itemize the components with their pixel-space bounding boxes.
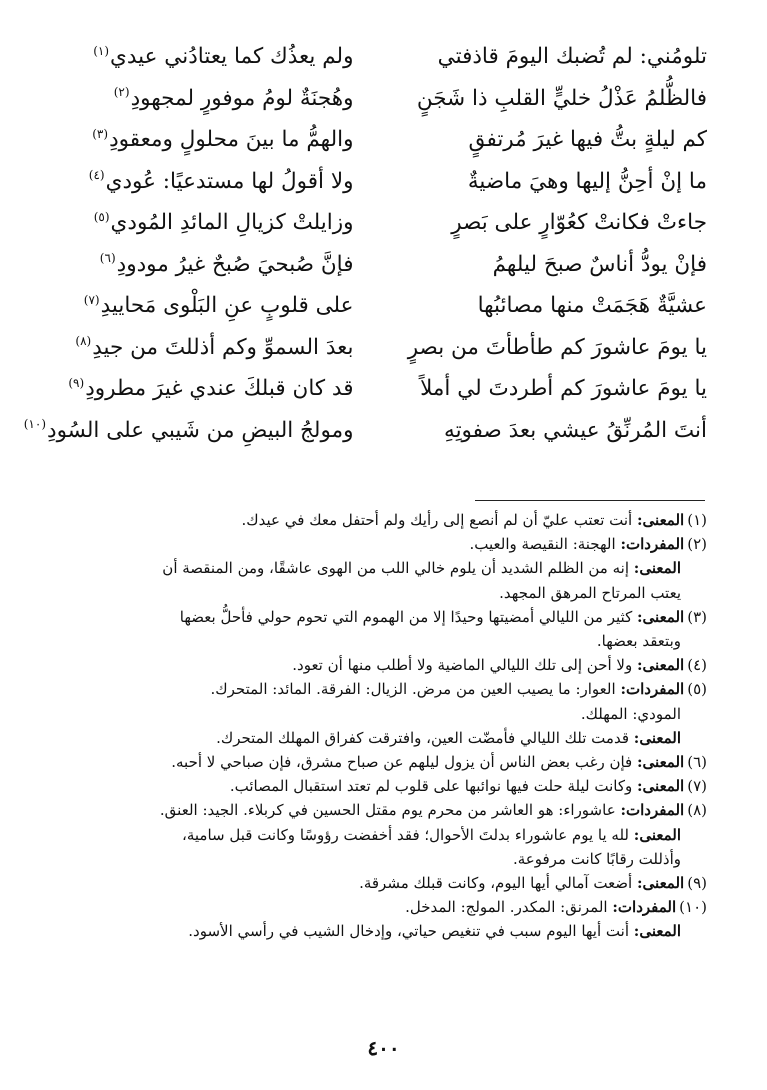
footnote-number: (١٠) bbox=[679, 898, 707, 917]
verse-second-hemistich bbox=[52, 285, 384, 327]
page-number: ٤٠٠ bbox=[367, 1036, 400, 1060]
footnote-label: المعنى: bbox=[633, 559, 681, 578]
footnote-line bbox=[55, 823, 707, 847]
footnote-number: (٨) bbox=[687, 801, 707, 820]
footnote-number: (٤) bbox=[687, 656, 707, 675]
poem-verse bbox=[52, 36, 715, 78]
verse-first-hemistich: كم ليلةٍ بتُّ فيها غيرَ مُرتفقٍ bbox=[468, 127, 707, 152]
footnote-marker: (٥) bbox=[93, 209, 110, 224]
footnote-line bbox=[55, 774, 707, 798]
footnote-line bbox=[55, 508, 707, 532]
footnote-divider bbox=[475, 500, 705, 501]
footnote-marker: (٦) bbox=[99, 251, 116, 266]
footnote-line bbox=[55, 919, 707, 943]
verse-second-hemistich bbox=[23, 410, 384, 452]
verse-second-text: بعدَ السموِّ وكم أذللتَ من جيدِ bbox=[92, 334, 354, 360]
footnote-line bbox=[55, 677, 707, 701]
footnote-number: (٦) bbox=[687, 753, 707, 772]
footnote-label: المعنى: bbox=[637, 753, 685, 772]
verse-second-hemistich bbox=[52, 368, 384, 410]
footnote-number: (٥) bbox=[687, 680, 707, 699]
poem bbox=[23, 36, 715, 451]
footnote-text: المرنق: المكدر. المولج: المدخل. bbox=[405, 898, 608, 917]
verse-second-text: وهُجنَةٌ لومُ موفورٍ لمجهودِ bbox=[130, 85, 354, 111]
footnote-line bbox=[55, 847, 707, 871]
footnote-label: المعنى: bbox=[637, 511, 685, 529]
verse-first-hemistich: فإنْ يودُّ أناسٌ صبحَ ليلهمُ bbox=[492, 251, 707, 277]
footnote-line bbox=[55, 653, 707, 677]
footnote-line bbox=[55, 871, 707, 895]
verse-second-text: فإنَّ صُبحيَ صُبحٌ غيرُ مودودِ bbox=[116, 251, 354, 277]
footnote-number: (١) bbox=[687, 511, 707, 529]
verse-first-hemistich: يا يومَ عاشورَ كم طأطأتَ من بصرٍ bbox=[407, 334, 707, 360]
footnote-text: وكانت ليلة حلت فيها نوائبها على قلوب لم تعتد استقبال المصائب. bbox=[229, 777, 633, 796]
footnote-marker: (٢) bbox=[113, 85, 130, 100]
poem-verse bbox=[52, 327, 715, 369]
verse-second-text: ولم يعذُك كما يعتادُني عيدي bbox=[110, 44, 354, 69]
poem-verse bbox=[52, 161, 715, 203]
footnotes bbox=[55, 508, 707, 944]
footnote-label: المعنى: bbox=[633, 922, 681, 941]
footnote-line bbox=[55, 532, 707, 556]
verse-second-hemistich bbox=[52, 161, 384, 203]
footnote-label: المعنى: bbox=[633, 728, 681, 747]
footnote-text: فإن رغب بعض الناس أن يزول ليلهم عن صباح مشرق، فإن صباحي لا أحبه. bbox=[171, 753, 633, 772]
footnote-label: المعنى: bbox=[637, 656, 685, 675]
verse-first-hemistich: يا يومَ عاشورَ كم أطردتَ لي أملاً bbox=[420, 376, 707, 401]
verse-first-hemistich: جاءتْ فكانتْ كعُوّارٍ على بَصرٍ bbox=[451, 210, 707, 235]
footnote-number: (٧) bbox=[687, 777, 707, 796]
verse-second-text: والهمُّ ما بينَ محلولٍ ومعقودِ bbox=[109, 127, 354, 152]
footnote-text: الهجنة: النقيصة والعيب. bbox=[469, 535, 616, 554]
poem-verse bbox=[52, 244, 715, 286]
footnote-text: إنه من الظلم الشديد أن يلوم خالي اللب من الهوى عاشقًا، ومن المنقصة أن bbox=[162, 559, 629, 578]
footnote-text: وبتعقد بعضها. bbox=[596, 632, 681, 651]
footnote-text: أنت أيها اليوم سبب في تنغيص حياتي، وإدخال الشيب في رأسي الأسود. bbox=[188, 922, 629, 941]
verse-first-hemistich: أنتَ المُرنِّقُ عيشي بعدَ صفوتِهِ bbox=[444, 417, 707, 443]
verse-second-hemistich bbox=[52, 244, 384, 286]
footnote-line bbox=[55, 702, 707, 726]
footnote-line bbox=[55, 726, 707, 750]
footnote-label: المعنى: bbox=[637, 874, 685, 893]
verse-second-text: قد كان قبلكَ عندي غيرَ مطرودِ bbox=[85, 376, 354, 401]
verse-second-hemistich bbox=[52, 36, 384, 78]
verse-second-text: ولا أقولُ لها مستدعيًا: عُودي bbox=[105, 168, 354, 194]
footnote-text: كثير من الليالي أمضيتها وحيدًا إلا من الهموم التي تحوم حولي فأحلُّ بعضها bbox=[179, 607, 633, 626]
footnote-text: المودي: المهلك. bbox=[580, 704, 681, 723]
footnote-marker: (١٠) bbox=[23, 417, 46, 432]
verse-first-hemistich: ما إنْ أحِنُّ إليها وهيَ ماضيةٌ bbox=[467, 168, 707, 194]
footnote-line bbox=[55, 556, 707, 580]
poem-verse bbox=[52, 78, 715, 120]
footnote-number: (٩) bbox=[687, 874, 707, 893]
footnote-label: المفردات: bbox=[620, 680, 685, 699]
footnote-line bbox=[55, 750, 707, 774]
poem-verse bbox=[23, 410, 715, 452]
footnote-line bbox=[55, 605, 707, 629]
poem-verse bbox=[52, 368, 715, 410]
verse-second-hemistich bbox=[52, 78, 384, 120]
footnote-label: المعنى: bbox=[637, 777, 685, 796]
footnote-label: المعنى: bbox=[633, 825, 681, 844]
footnote-marker: (٧) bbox=[83, 292, 100, 307]
footnote-number: (٢) bbox=[687, 535, 707, 554]
footnote-text: قدمت تلك الليالي فأمضّت العين، وافترقت كفراق المهلك المتحرك. bbox=[216, 728, 629, 747]
footnote-marker: (٤) bbox=[88, 168, 105, 183]
footnote-label: المفردات: bbox=[612, 898, 677, 917]
verse-first-hemistich: عشيَّةٌ هَجَمَتْ منها مصائبُها bbox=[477, 293, 707, 318]
verse-second-text: على قلوبٍ عنِ البَلْوى مَحاييدِ bbox=[100, 293, 354, 318]
footnote-text: لله يا يوم عاشوراء بدلتَ الأحوال؛ فقد أخفضت رؤوسًا وكانت قبل سامية، bbox=[182, 825, 629, 844]
verse-second-hemistich bbox=[52, 119, 384, 161]
footnote-text: العوار: ما يصيب العين من مرض. الزيال: الفرقة. المائد: المتحرك. bbox=[210, 680, 616, 699]
poem-verse bbox=[52, 202, 715, 244]
footnote-text: يعتب المرتاح المرهق المجهد. bbox=[499, 583, 681, 602]
footnote-line bbox=[55, 581, 707, 605]
footnote-text: عاشوراء: هو العاشر من محرم يوم مقتل الحسين في كربلاء. الجيد: العنق. bbox=[159, 801, 616, 820]
footnote-text: أنت تعتب عليّ أن لم أنصع إلى رأيك ولم أحتفل معك في عيدك. bbox=[241, 511, 633, 529]
poem-verse bbox=[52, 285, 715, 327]
footnote-marker: (١) bbox=[93, 43, 110, 58]
footnote-line bbox=[55, 798, 707, 822]
footnote-text: وأذللت رقابًا كانت مرفوعة. bbox=[513, 849, 681, 868]
footnote-text: أضعت آمالي أيها اليوم، وكانت قبلك مشرقة. bbox=[359, 874, 633, 893]
footnote-text: ولا أحن إلى تلك الليالي الماضية ولا أطلب منها أن تعود. bbox=[292, 656, 633, 675]
footnote-marker: (٨) bbox=[75, 334, 92, 349]
footnote-number: (٣) bbox=[687, 607, 707, 626]
footnote-line bbox=[55, 629, 707, 653]
footnote-label: المعنى: bbox=[637, 607, 685, 626]
verse-second-hemistich bbox=[52, 202, 384, 244]
footnote-marker: (٣) bbox=[92, 126, 109, 141]
poem-verse bbox=[52, 119, 715, 161]
footnote-label: المفردات: bbox=[620, 801, 685, 820]
verse-second-text: وزايلتْ كزيالِ المائدِ المُودي bbox=[110, 210, 354, 235]
verse-first-hemistich: فالظُّلمُ عَذْلُ خليٍّ القلبِ ذا شَجَنٍ bbox=[416, 85, 707, 111]
verse-second-hemistich bbox=[52, 327, 384, 369]
verse-first-hemistich: تلومُني: لم تُضبك اليومَ قاذفتي bbox=[437, 44, 707, 69]
footnote-line bbox=[55, 895, 707, 919]
verse-second-text: ومولجُ البيضِ من شَيبي على السُودِ bbox=[47, 417, 354, 443]
footnote-marker: (٩) bbox=[68, 375, 85, 390]
footnote-label: المفردات: bbox=[620, 535, 685, 554]
